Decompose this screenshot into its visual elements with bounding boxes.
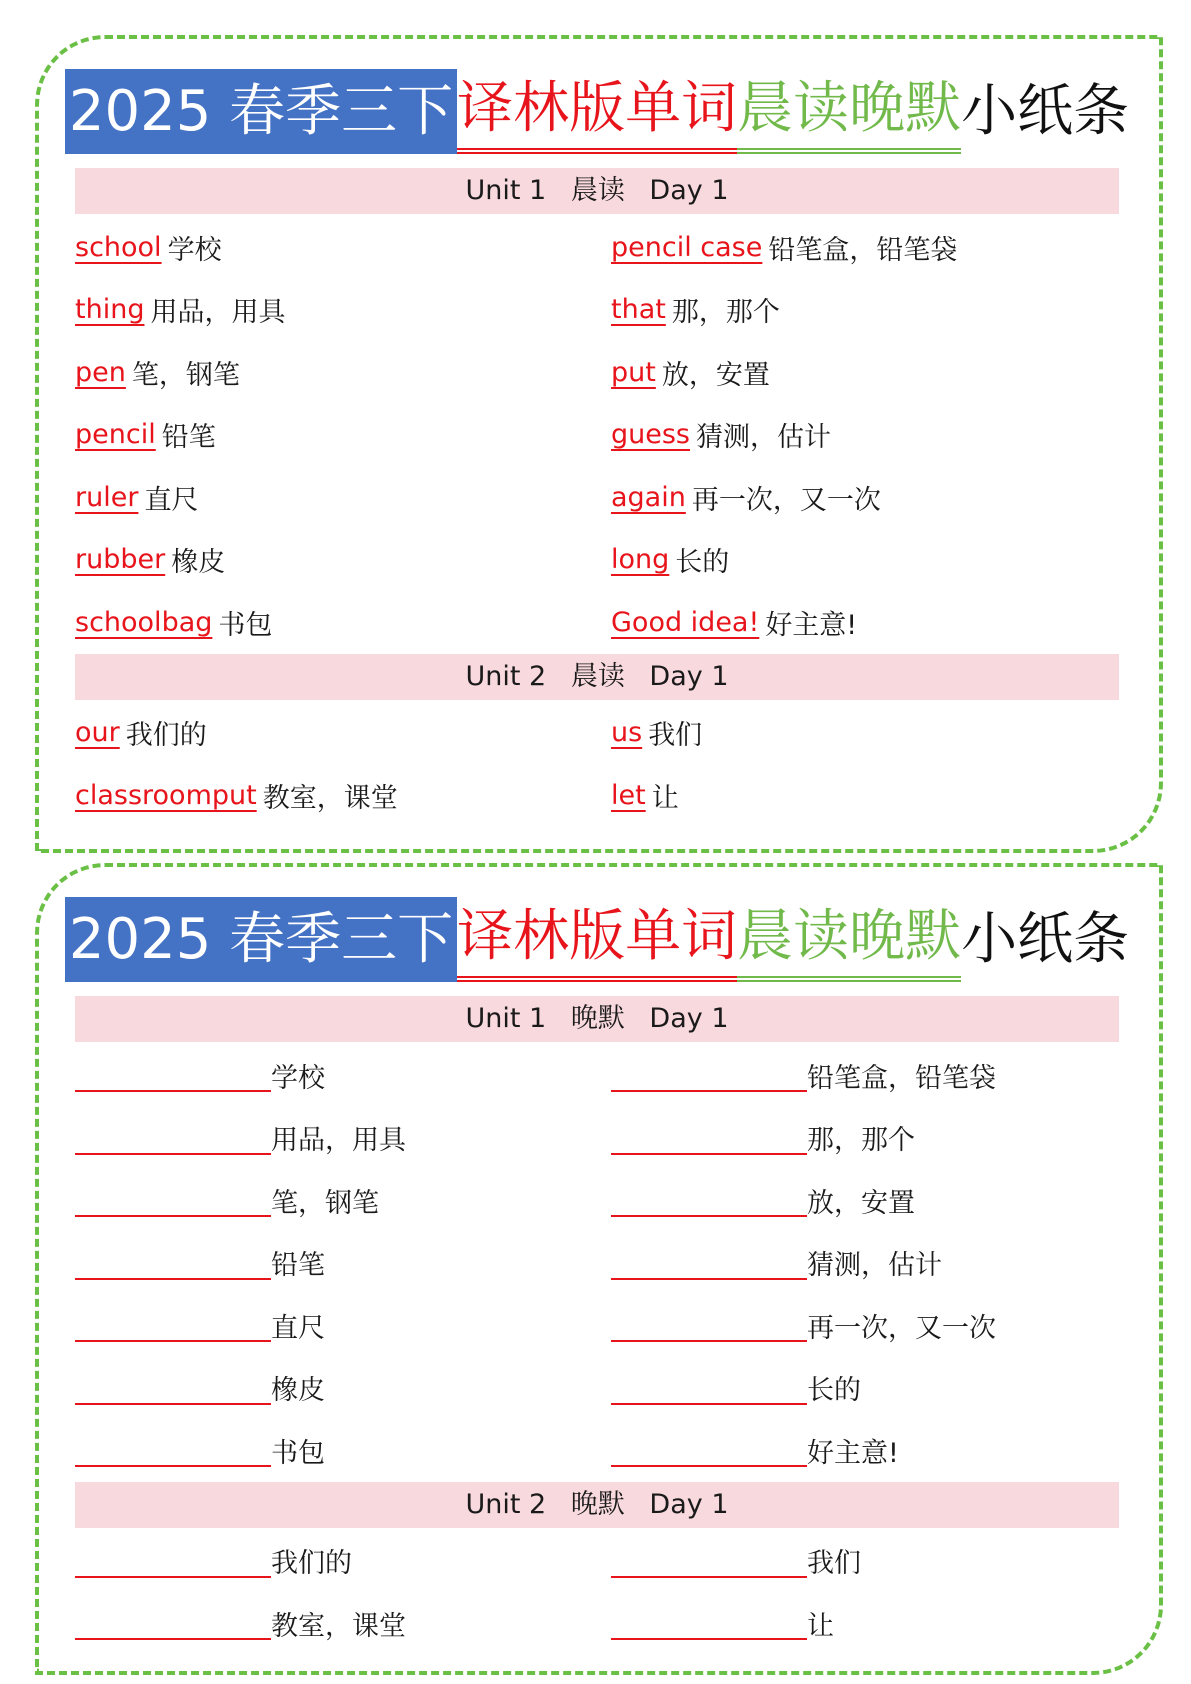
chinese-meaning: 我们的: [271, 1548, 352, 1580]
answer-blank[interactable]: [611, 1121, 807, 1155]
dictation-item: [75, 1107, 611, 1170]
day-label: Day 1: [649, 175, 729, 206]
chinese-meaning: 好主意!: [807, 1437, 899, 1469]
dictation-list-unit2-evening: [75, 1530, 1119, 1655]
vocab-item: [611, 591, 1119, 654]
answer-blank[interactable]: [75, 1544, 271, 1578]
answer-blank[interactable]: [75, 1183, 271, 1217]
unit-label: Unit 2: [465, 1488, 547, 1520]
english-word: Good idea!: [611, 606, 760, 638]
chinese-meaning: 教室，课堂: [262, 782, 398, 814]
english-word: guess: [611, 419, 690, 451]
chinese-meaning: 笔，钢笔: [131, 359, 240, 391]
chinese-meaning: 放，安置: [661, 359, 770, 391]
chinese-meaning: 再一次，又一次: [807, 1312, 996, 1344]
chinese-meaning: 猜测，估计: [807, 1250, 942, 1282]
section-header-unit1-morning: [75, 168, 1119, 214]
english-word: pencil: [75, 419, 156, 451]
title-part-3: 晨读晚默: [737, 897, 961, 982]
dictation-item: [75, 1169, 611, 1232]
chinese-meaning: 再一次，又一次: [691, 484, 881, 516]
chinese-meaning: 我们: [807, 1548, 861, 1580]
answer-blank[interactable]: [611, 1544, 807, 1578]
session-label: 晚默: [570, 1488, 625, 1520]
dictation-item: [611, 1357, 1119, 1420]
title-part-3: 晨读晚默: [737, 69, 961, 154]
vocab-item: [75, 341, 611, 404]
chinese-meaning: 放，安置: [807, 1187, 915, 1219]
dictation-item: [611, 1530, 1119, 1593]
dictation-item: [611, 1169, 1119, 1232]
chinese-meaning: 学校: [167, 234, 222, 266]
english-word: our: [75, 717, 120, 749]
chinese-meaning: 我们的: [125, 720, 207, 752]
chinese-meaning: 橡皮: [171, 547, 226, 579]
dictation-list-unit1-evening: [75, 1044, 1119, 1482]
section-header-unit2-evening: [75, 1482, 1119, 1528]
answer-blank[interactable]: [611, 1606, 807, 1640]
chinese-meaning: 长的: [675, 547, 730, 579]
chinese-meaning: 直尺: [144, 484, 199, 516]
chinese-meaning: 让: [807, 1610, 834, 1642]
english-word: schoolbag: [75, 606, 213, 638]
answer-blank[interactable]: [611, 1183, 807, 1217]
answer-blank[interactable]: [75, 1371, 271, 1405]
morning-card: [35, 35, 1163, 853]
answer-blank[interactable]: [75, 1606, 271, 1640]
chinese-meaning: 用品，用具: [150, 297, 286, 329]
dictation-item: [75, 1357, 611, 1420]
title-part-1: 2025 春季三下: [65, 897, 457, 982]
english-word: that: [611, 294, 666, 326]
answer-blank[interactable]: [611, 1058, 807, 1092]
vocab-list-unit1-morning: [75, 216, 1119, 654]
vocab-item: [75, 591, 611, 654]
dictation-item: [611, 1592, 1119, 1655]
chinese-meaning: 直尺: [271, 1312, 325, 1344]
english-word: pencil case: [611, 231, 763, 263]
answer-blank[interactable]: [611, 1308, 807, 1342]
section-header-unit2-morning: [75, 654, 1119, 700]
chinese-meaning: 那，那个: [671, 297, 780, 329]
answer-blank[interactable]: [75, 1433, 271, 1467]
dictation-item: [75, 1294, 611, 1357]
chinese-meaning: 用品，用具: [271, 1125, 406, 1157]
english-word: long: [611, 544, 670, 576]
vocab-list-unit2-morning: [75, 702, 1119, 827]
dictation-item: [611, 1232, 1119, 1295]
chinese-meaning: 好主意!: [765, 609, 858, 641]
chinese-meaning: 铅笔盒，铅笔袋: [807, 1062, 996, 1094]
chinese-meaning: 长的: [807, 1375, 861, 1407]
dictation-item: [75, 1419, 611, 1482]
chinese-meaning: 铅笔: [161, 422, 216, 454]
unit-label: Unit 1: [465, 175, 547, 206]
answer-blank[interactable]: [75, 1121, 271, 1155]
page-title: [68, 897, 1130, 982]
title-part-2: 译林版单词: [457, 69, 737, 154]
vocab-item: [611, 341, 1119, 404]
title-part-2: 译林版单词: [457, 897, 737, 982]
dictation-item: [75, 1044, 611, 1107]
dictation-item: [75, 1232, 611, 1295]
vocab-item: [75, 764, 611, 827]
english-word: again: [611, 481, 686, 513]
page-title: [68, 69, 1130, 154]
session-label: 晨读: [570, 175, 625, 206]
session-label: 晨读: [570, 660, 625, 692]
vocab-item: [75, 404, 611, 467]
session-label: 晚默: [570, 1003, 625, 1034]
dictation-item: [75, 1592, 611, 1655]
english-word: let: [611, 779, 646, 811]
unit-label: Unit 2: [465, 660, 547, 692]
vocab-item: [75, 466, 611, 529]
english-word: ruler: [75, 481, 139, 513]
english-word: school: [75, 231, 162, 263]
day-label: Day 1: [649, 1488, 729, 1520]
dictation-item: [611, 1419, 1119, 1482]
vocab-item: [611, 702, 1119, 765]
title-part-1: 2025 春季三下: [65, 69, 457, 154]
day-label: Day 1: [649, 660, 729, 692]
answer-blank[interactable]: [611, 1433, 807, 1467]
chinese-meaning: 让: [651, 782, 679, 814]
chinese-meaning: 橡皮: [271, 1375, 325, 1407]
chinese-meaning: 猜测，估计: [696, 422, 831, 454]
vocab-item: [75, 279, 611, 342]
chinese-meaning: 书包: [218, 609, 273, 641]
vocab-item: [611, 216, 1119, 279]
english-word: put: [611, 356, 656, 388]
dictation-item: [611, 1044, 1119, 1107]
english-word: pen: [75, 356, 126, 388]
answer-blank[interactable]: [611, 1246, 807, 1280]
answer-blank[interactable]: [75, 1246, 271, 1280]
dictation-item: [611, 1107, 1119, 1170]
vocab-item: [611, 404, 1119, 467]
chinese-meaning: 铅笔: [271, 1250, 325, 1282]
chinese-meaning: 书包: [271, 1437, 325, 1469]
title-part-4: 小纸条: [961, 79, 1130, 144]
dictation-item: [611, 1294, 1119, 1357]
vocab-item: [75, 529, 611, 592]
vocab-item: [611, 279, 1119, 342]
vocab-item: [611, 529, 1119, 592]
answer-blank[interactable]: [75, 1058, 271, 1092]
answer-blank[interactable]: [75, 1308, 271, 1342]
english-word: thing: [75, 294, 145, 326]
chinese-meaning: 笔，钢笔: [271, 1187, 379, 1219]
answer-blank[interactable]: [611, 1371, 807, 1405]
vocab-item: [611, 466, 1119, 529]
day-label: Day 1: [649, 1003, 729, 1034]
chinese-meaning: 那，那个: [807, 1125, 915, 1157]
unit-label: Unit 1: [465, 1003, 547, 1034]
vocab-item: [611, 764, 1119, 827]
english-word: classroomput: [75, 779, 257, 811]
chinese-meaning: 铅笔盒，铅笔袋: [768, 234, 958, 266]
vocab-item: [75, 702, 611, 765]
vocab-item: [75, 216, 611, 279]
evening-card: [35, 863, 1163, 1675]
chinese-meaning: 我们: [648, 720, 703, 752]
english-word: us: [611, 717, 643, 749]
title-part-4: 小纸条: [961, 907, 1130, 972]
dictation-item: [75, 1530, 611, 1593]
chinese-meaning: 教室，课堂: [271, 1610, 406, 1642]
chinese-meaning: 学校: [271, 1062, 325, 1094]
english-word: rubber: [75, 544, 166, 576]
section-header-unit1-evening: [75, 996, 1119, 1042]
